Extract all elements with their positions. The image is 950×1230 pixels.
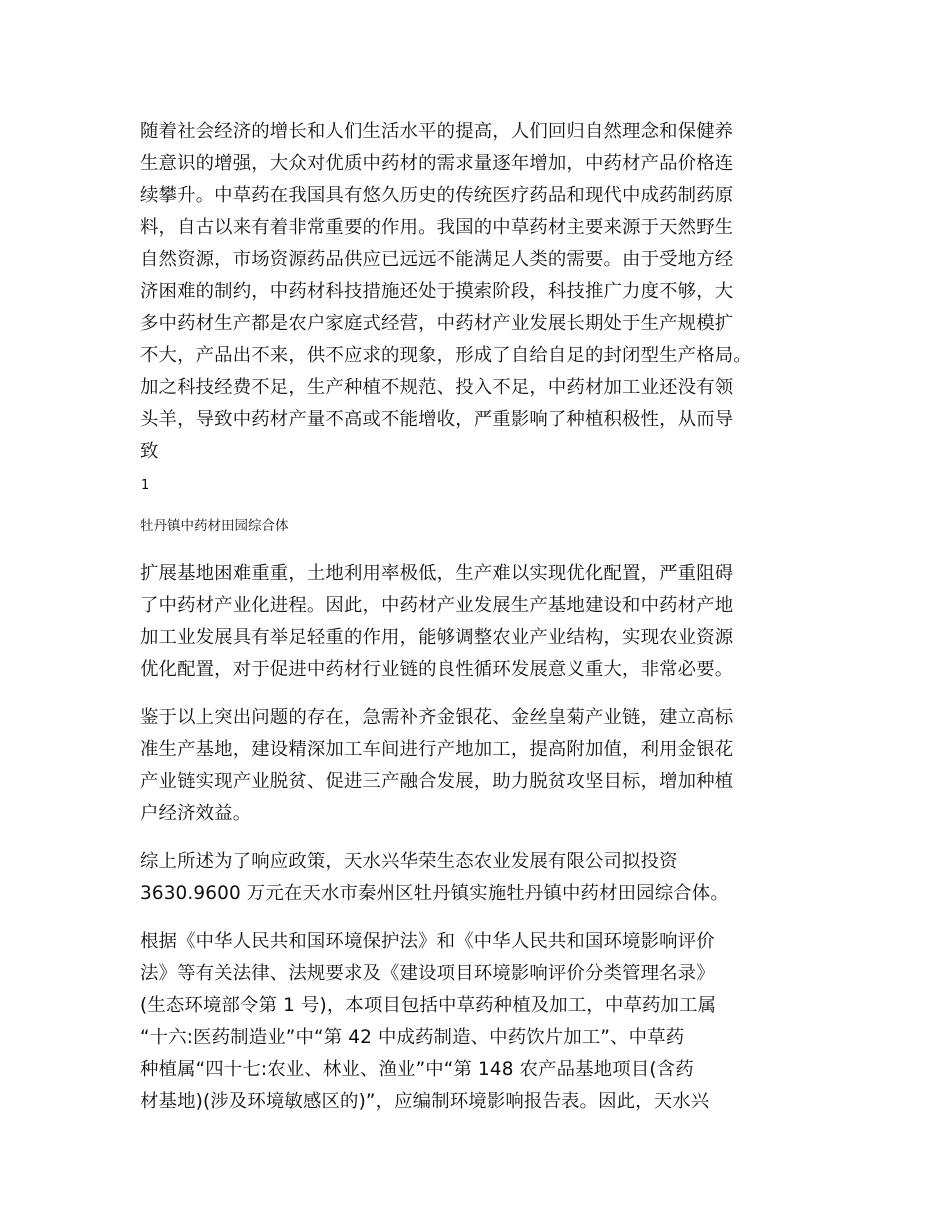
paragraph-5 xyxy=(140,926,830,1118)
text-line: 种植属“四十七:农业、林业、渔业”中“第 148 农产品基地项目(含药 xyxy=(140,1059,694,1080)
text-line: 料，自古以来有着非常重要的作用。我国的中草药材主要来源于天然野生 xyxy=(140,217,734,238)
text-line: 3630.9600 万元在天水市秦州区牡丹镇实施牡丹镇中药材田园综合体。 xyxy=(140,883,729,904)
text-line: 不大，产品出不来，供不应求的现象，形成了自给自足的封闭型生产格局。 xyxy=(140,345,752,366)
text-line: 扩展基地困难重重，土地利用率极低，生产难以实现优化配置，严重阻碍 xyxy=(140,563,734,584)
text-line: 鉴于以上突出问题的存在，急需补齐金银花、金丝皇菊产业链，建立高标 xyxy=(140,707,734,728)
text-line: 法》等有关法律、法规要求及《建设项目环境影响评价分类管理名录》 xyxy=(140,963,715,984)
text-line: 自然资源，市场资源药品供应已远远不能满足人类的需要。由于受地方经 xyxy=(140,249,734,270)
text-line: 根据《中华人民共和国环境保护法》和《中华人民共和国环境影响评价 xyxy=(140,931,715,952)
text-line: 多中药材生产都是农户家庭式经营，中药材产业发展长期处于生产规模扩 xyxy=(140,313,734,334)
text-line: 材基地)(涉及环境敏感区的)”，应编制环境影响报告表。因此，天水兴 xyxy=(140,1091,710,1112)
page-number: 1 xyxy=(141,478,150,493)
text-line: 了中药材产业化进程。因此，中药材产业发展生产基地建设和中药材产地 xyxy=(140,595,734,616)
text-line: 生意识的增强，大众对优质中药材的需求量逐年增加，中药材产品价格连 xyxy=(140,153,734,174)
paragraph-4 xyxy=(140,846,830,910)
text-line: 济困难的制约，中药材科技措施还处于摸索阶段，科技推广力度不够，大 xyxy=(140,281,734,302)
text-line: 准生产基地，建设精深加工车间进行产地加工，提高附加值，利用金银花 xyxy=(140,739,734,760)
text-line: 产业链实现产业脱贫、促进三产融合发展，助力脱贫攻坚目标，增加种植 xyxy=(140,771,734,792)
text-line: (生态环境部令第 1 号)，本项目包括中草药种植及加工，中草药加工属 xyxy=(140,995,717,1016)
text-line: 致 xyxy=(140,441,159,462)
text-line: 综上所述为了响应政策，天水兴华荣生态农业发展有限公司拟投资 xyxy=(140,851,678,872)
text-line: 头羊，导致中药材产量不高或不能增收，严重影响了种植积极性，从而导 xyxy=(140,409,734,430)
text-line: “十六:医药制造业”中“第 42 中成药制造、中药饮片加工”、中草药 xyxy=(140,1027,685,1048)
paragraph-1 xyxy=(140,116,830,468)
paragraph-3 xyxy=(140,702,830,830)
text-line: 户经济效益。 xyxy=(140,803,252,824)
text-line: 加之科技经费不足，生产种植不规范、投入不足，中药材加工业还没有领 xyxy=(140,377,734,398)
running-title: 牡丹镇中药材田园综合体 xyxy=(140,518,289,534)
text-line: 优化配置，对于促进中药材行业链的良性循环发展意义重大，非常必要。 xyxy=(140,659,734,680)
paragraph-2 xyxy=(140,558,830,686)
text-line: 续攀升。中草药在我国具有悠久历史的传统医疗药品和现代中成药制药原 xyxy=(140,185,734,206)
text-line: 加工业发展具有举足轻重的作用，能够调整农业产业结构，实现农业资源 xyxy=(140,627,734,648)
text-line: 随着社会经济的增长和人们生活水平的提高，人们回归自然理念和保健养 xyxy=(140,121,734,142)
